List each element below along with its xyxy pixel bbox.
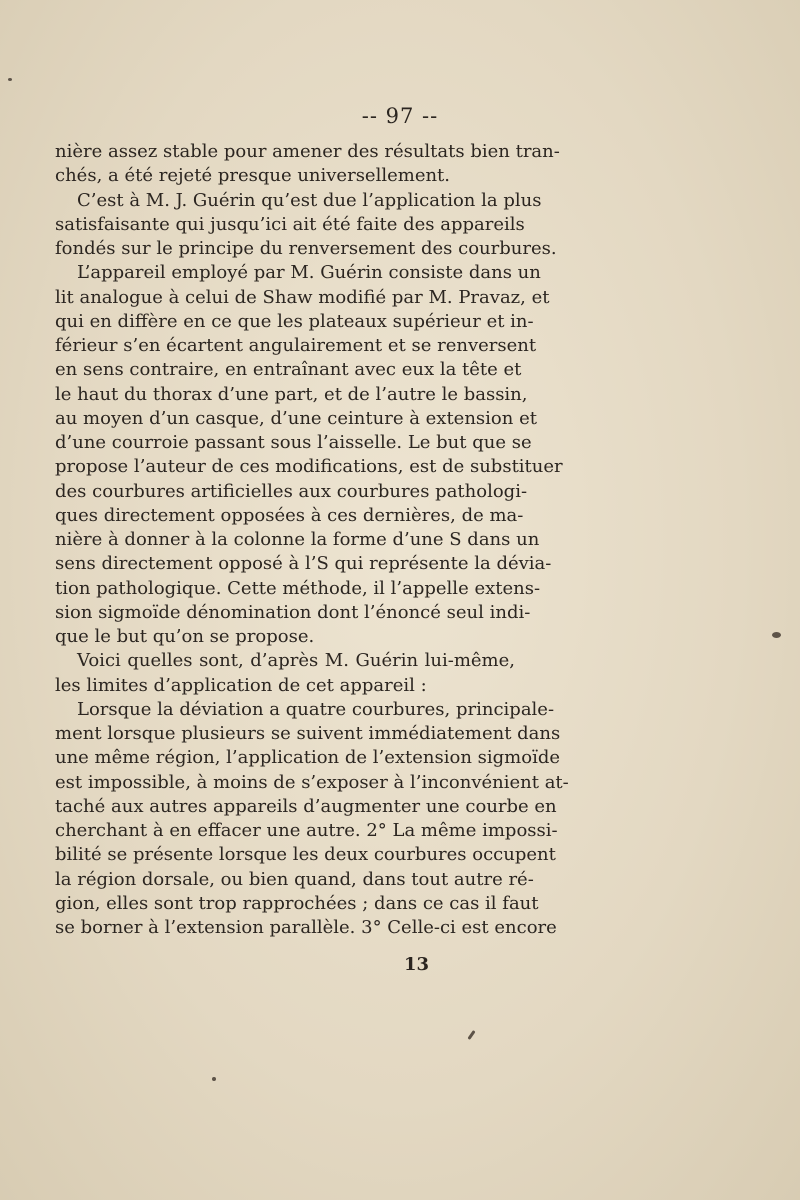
text-line: Voici quelles sont, d’après M. Guérin lui-même, <box>77 650 515 672</box>
text-line: une même région, l’application de l’extension sigmoïde <box>55 747 561 769</box>
text-line: en sens contraire, en entraînant avec eux la tête et <box>55 359 522 381</box>
text-line: ques directement opposées à ces dernières, de ma- <box>55 504 524 526</box>
signature-mark: 13 <box>404 954 430 975</box>
text-line: au moyen d’un casque, d’une ceinture à extension et <box>55 407 537 429</box>
text-line: cherchant à en effacer une autre. 2° La même impossi- <box>55 820 558 841</box>
text-line: des courbures artificielles aux courbures pathologi- <box>55 480 528 502</box>
text-line: gion, elles sont trop rapprochées ; dans ce cas il faut <box>55 892 539 914</box>
text-line: ment lorsque plusieurs se suivent immédiatement dans <box>55 723 561 744</box>
text-line: férieur s’en écartent angulairement et se renversent <box>55 335 537 356</box>
text-line: chés, a été rejeté presque universellement. <box>55 165 451 187</box>
text-line: C’est à M. J. Guérin qu’est due l’application la plus <box>77 189 542 211</box>
body-text <box>55 140 569 940</box>
text-line: le haut du thorax d’une part, et de l’autre le bassin, <box>55 383 528 405</box>
text-line: les limites d’application de cet appareil : <box>55 674 427 696</box>
text-line: taché aux autres appareils d’augmenter une courbe en <box>55 795 557 817</box>
text-line: lit analogue à celui de Shaw modifié par M. Pravaz, et <box>55 286 550 308</box>
text-line: L’appareil employé par M. Guérin consiste dans un <box>77 262 541 284</box>
text-line: fondés sur le principe du renversement des courbures. <box>55 238 557 259</box>
text-line: propose l’auteur de ces modifications, est de substituer <box>55 456 563 478</box>
text-line: nière assez stable pour amener des résultats bien tran- <box>55 141 560 162</box>
text-line: tion pathologique. Cette méthode, il l’appelle extens- <box>55 577 541 599</box>
text-line: se borner à l’extension parallèle. 3° Celle-ci est encore <box>55 917 557 938</box>
text-line: qui en diffère en ce que les plateaux supérieur et in- <box>55 310 534 332</box>
text-line: que le but qu’on se propose. <box>55 626 315 647</box>
paper-speck <box>212 1077 216 1081</box>
text-line: est impossible, à moins de s’exposer à l’inconvénient at- <box>55 771 569 793</box>
text-line: sion sigmoïde dénomination dont l’énoncé seul indi- <box>55 601 531 623</box>
paper-speck <box>467 1030 475 1040</box>
paper-speck <box>8 78 12 81</box>
text-line: sens directement opposé à l’S qui représente la dévia- <box>55 553 552 575</box>
text-line: d’une courroie passant sous l’aisselle. Le but que se <box>55 432 532 453</box>
text-line: nière à donner à la colonne la forme d’une S dans un <box>55 529 540 550</box>
paper-speck <box>772 632 781 638</box>
text-line: Lorsque la déviation a quatre courbures, principale- <box>77 698 555 720</box>
page-header: -- 97 -- <box>361 104 439 128</box>
text-line: satisfaisante qui jusqu’ici ait été faite des appareils <box>55 213 525 235</box>
text-line: la région dorsale, ou bien quand, dans tout autre ré- <box>55 868 534 890</box>
text-line: bilité se présente lorsque les deux courbures occupent <box>55 844 556 866</box>
